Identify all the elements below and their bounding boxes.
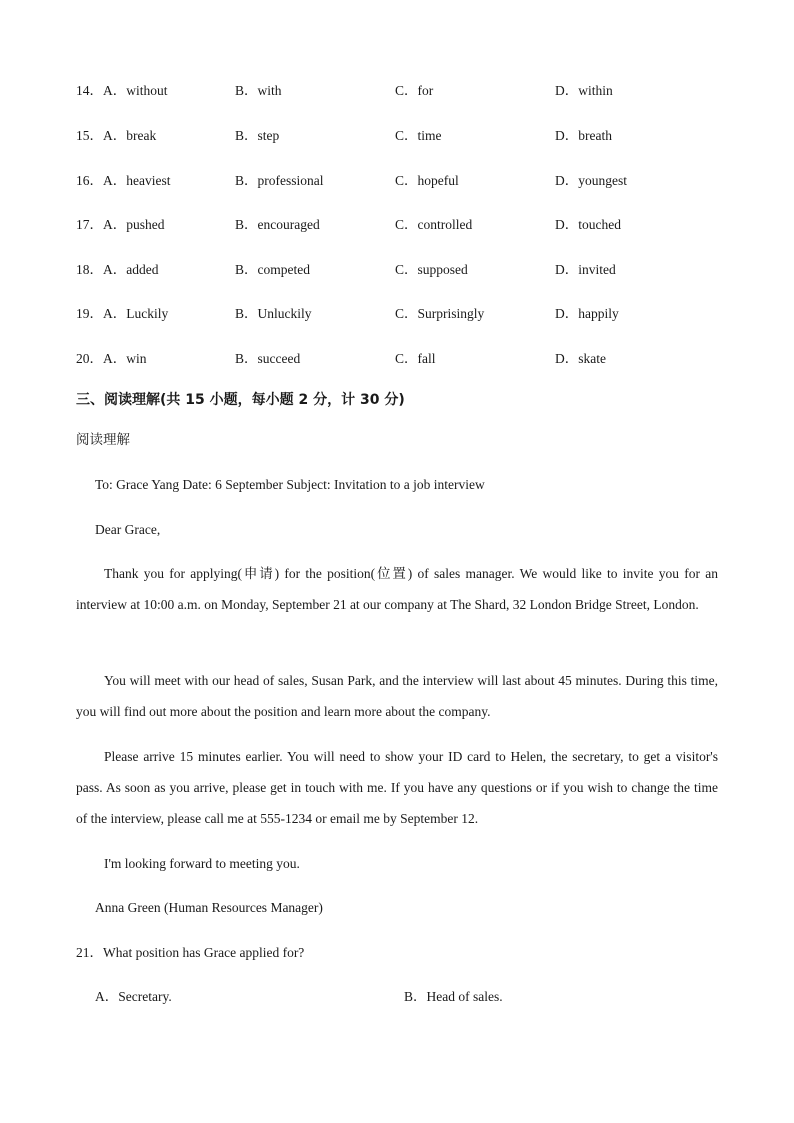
option-c: C．supposed xyxy=(395,262,468,277)
question-number-and-option-a: 17．A．pushed xyxy=(76,217,165,232)
email-greeting: Dear Grace, xyxy=(95,522,161,537)
option-b: B．succeed xyxy=(235,351,301,366)
option-b: B．competed xyxy=(235,262,310,277)
option-c: C．hopeful xyxy=(395,173,459,188)
question-number-and-option-a: 19．A．Luckily xyxy=(76,306,169,321)
section-subheading: 阅读理解 xyxy=(76,432,130,448)
option-b: B．professional xyxy=(235,173,324,188)
question-row xyxy=(0,349,794,369)
email-header: To: Grace Yang Date: 6 September Subject: Invitation to a job interview xyxy=(95,477,485,492)
email-closing: I'm looking forward to meeting you. xyxy=(104,856,300,871)
question-21-option-a: A．Secretary. xyxy=(95,989,172,1004)
email-signature: Anna Green (Human Resources Manager) xyxy=(95,900,323,915)
option-c: C．time xyxy=(395,128,442,143)
section-heading: 三、阅读理解(共 15 小题，每小题 2 分，计 30 分) xyxy=(76,392,405,408)
question-number-and-option-a: 16．A．heaviest xyxy=(76,173,171,188)
question-21-text: 21．What position has Grace applied for? xyxy=(76,945,305,960)
option-b: B．Unluckily xyxy=(235,306,312,321)
option-d: D．touched xyxy=(555,217,621,232)
question-row xyxy=(0,260,794,280)
option-b: B．step xyxy=(235,128,280,143)
question-row xyxy=(0,171,794,191)
email-paragraph-3: Please arrive 15 minutes earlier. You will need to show your ID card to Helen, the secretary, to get a visitor's pass. As soon as you arrive, please get in touch with me. If you have any questions or if you wish to change the time of the interview, please call me at 555-1234 or email me by September 12. xyxy=(76,749,718,826)
option-b: B．with xyxy=(235,83,282,98)
question-row xyxy=(0,81,794,101)
option-b: B．encouraged xyxy=(235,217,320,232)
option-d: D．youngest xyxy=(555,173,627,188)
question-row xyxy=(0,304,794,324)
question-number-and-option-a: 15．A．break xyxy=(76,128,157,143)
option-d: D．invited xyxy=(555,262,616,277)
email-paragraph-2: You will meet with our head of sales, Susan Park, and the interview will last about 45 minutes. During this time, you will find out more about the position and learn more about the company. xyxy=(76,673,718,719)
question-number-and-option-a: 14．A．without xyxy=(76,83,168,98)
email-paragraph-1: Thank you for applying(申请) for the position(位置) of sales manager. We would like to invite you for an interview at 10:00 a.m. on Monday, September 21 at our company at The Shard, 32 London Bridge Street, London. xyxy=(76,566,718,612)
option-d: D．happily xyxy=(555,306,619,321)
option-d: D．within xyxy=(555,83,613,98)
question-number-and-option-a: 18．A．added xyxy=(76,262,159,277)
option-c: C．controlled xyxy=(395,217,473,232)
option-d: D．breath xyxy=(555,128,612,143)
option-d: D．skate xyxy=(555,351,606,366)
question-row xyxy=(0,126,794,146)
question-21-option-b: B．Head of sales. xyxy=(404,989,503,1004)
question-number-and-option-a: 20．A．win xyxy=(76,351,147,366)
option-c: C．for xyxy=(395,83,434,98)
option-c: C．fall xyxy=(395,351,436,366)
option-c: C．Surprisingly xyxy=(395,306,485,321)
question-row xyxy=(0,215,794,235)
